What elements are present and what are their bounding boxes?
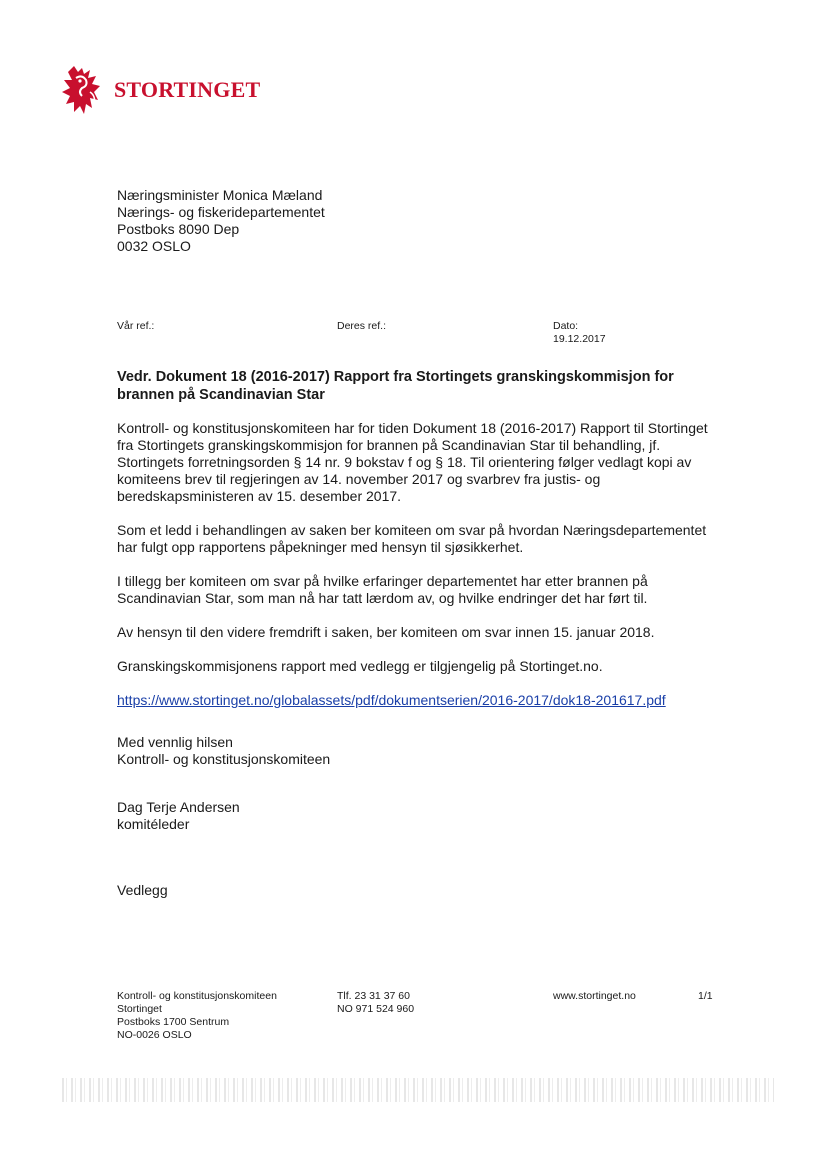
footer-line: NO-0026 OSLO bbox=[117, 1029, 192, 1041]
lion-emblem-icon bbox=[60, 62, 106, 118]
recipient-postbox: Postboks 8090 Dep bbox=[117, 221, 240, 237]
signature-block bbox=[117, 799, 240, 833]
stortinget-logo bbox=[60, 62, 260, 118]
recipient-name: Næringsminister Monica Mæland bbox=[117, 187, 323, 203]
footer-line: Stortinget bbox=[117, 1003, 162, 1015]
committee-name: Kontroll- og konstitusjonskomiteen bbox=[117, 751, 331, 767]
footer-contact bbox=[337, 990, 414, 1016]
letter-body bbox=[117, 420, 722, 726]
var-ref bbox=[117, 320, 154, 333]
recipient-department: Nærings- og fiskeridepartementet bbox=[117, 204, 325, 220]
date-label: Dato: bbox=[553, 320, 579, 332]
body-paragraph: I tillegg ber komiteen om svar på hvilke erfaringer departementet har etter brannen på Scandinavian Star, som man nå har tatt lærdom av, og hvilke endringer det har ført til. bbox=[117, 573, 648, 606]
footer-org-number: NO 971 524 960 bbox=[337, 1003, 415, 1015]
body-paragraph: Av hensyn til den videre fremdrift i saken, ber komiteen om svar innen 15. januar 2018. bbox=[117, 624, 655, 640]
body-paragraph: Granskingskommisjonens rapport med vedlegg er tilgjengelig på Stortinget.no. bbox=[117, 658, 603, 674]
footer-phone: Tlf. 23 31 37 60 bbox=[337, 990, 410, 1002]
signer-name: Dag Terje Andersen bbox=[117, 799, 240, 815]
closing bbox=[117, 734, 330, 768]
letter-subject: Vedr. Dokument 18 (2016-2017) Rapport fra Stortingets granskingskommisjon for brannen på Scandinavian Star bbox=[117, 369, 674, 403]
footer-line: Kontroll- og konstitusjonskomiteen bbox=[117, 990, 277, 1002]
date-block bbox=[553, 320, 606, 346]
body-paragraph: Som et ledd i behandlingen av saken ber komiteen om svar på hvordan Næringsdepartementet har fulgt opp rapportens påpekninger med hensyn til sjøsikkerhet. bbox=[117, 522, 707, 555]
attachment-label: Vedlegg bbox=[117, 882, 168, 898]
deres-ref-label: Deres ref.: bbox=[337, 320, 387, 332]
signer-title: komitéleder bbox=[117, 816, 190, 832]
recipient-address bbox=[117, 187, 325, 255]
footer-line: Postboks 1700 Sentrum bbox=[117, 1016, 230, 1028]
report-link[interactable]: https://www.stortinget.no/globalassets/pdf/dokumentserien/2016-2017/dok18-201617.pdf bbox=[117, 692, 666, 708]
body-paragraph: Kontroll- og konstitusjonskomiteen har for tiden Dokument 18 (2016-2017) Rapport til Stortinget fra Stortingets granskingskommisjon for brannen på Scandinavian Star til behandling, jf. Stortingets forretningsorden § 14 nr. 9 bokstav f og § 18. Til orientering følger vedlagt kopi av komiteens brev til regjeringen av 14. november 2017 og svarbrev fra justis- og beredskapsministeren av 15. desember 2017. bbox=[117, 420, 708, 504]
scan-barcode-strip bbox=[62, 1078, 774, 1102]
footer-website[interactable]: www.stortinget.no bbox=[553, 990, 636, 1002]
greeting: Med vennlig hilsen bbox=[117, 734, 233, 750]
footer-address bbox=[117, 990, 277, 1042]
deres-ref bbox=[337, 320, 386, 333]
page-number: 1/1 bbox=[698, 990, 713, 1002]
var-ref-label: Vår ref.: bbox=[117, 320, 155, 332]
recipient-city: 0032 OSLO bbox=[117, 238, 191, 254]
date-value: 19.12.2017 bbox=[553, 333, 606, 345]
logo-wordmark: STORTINGET bbox=[114, 77, 261, 102]
